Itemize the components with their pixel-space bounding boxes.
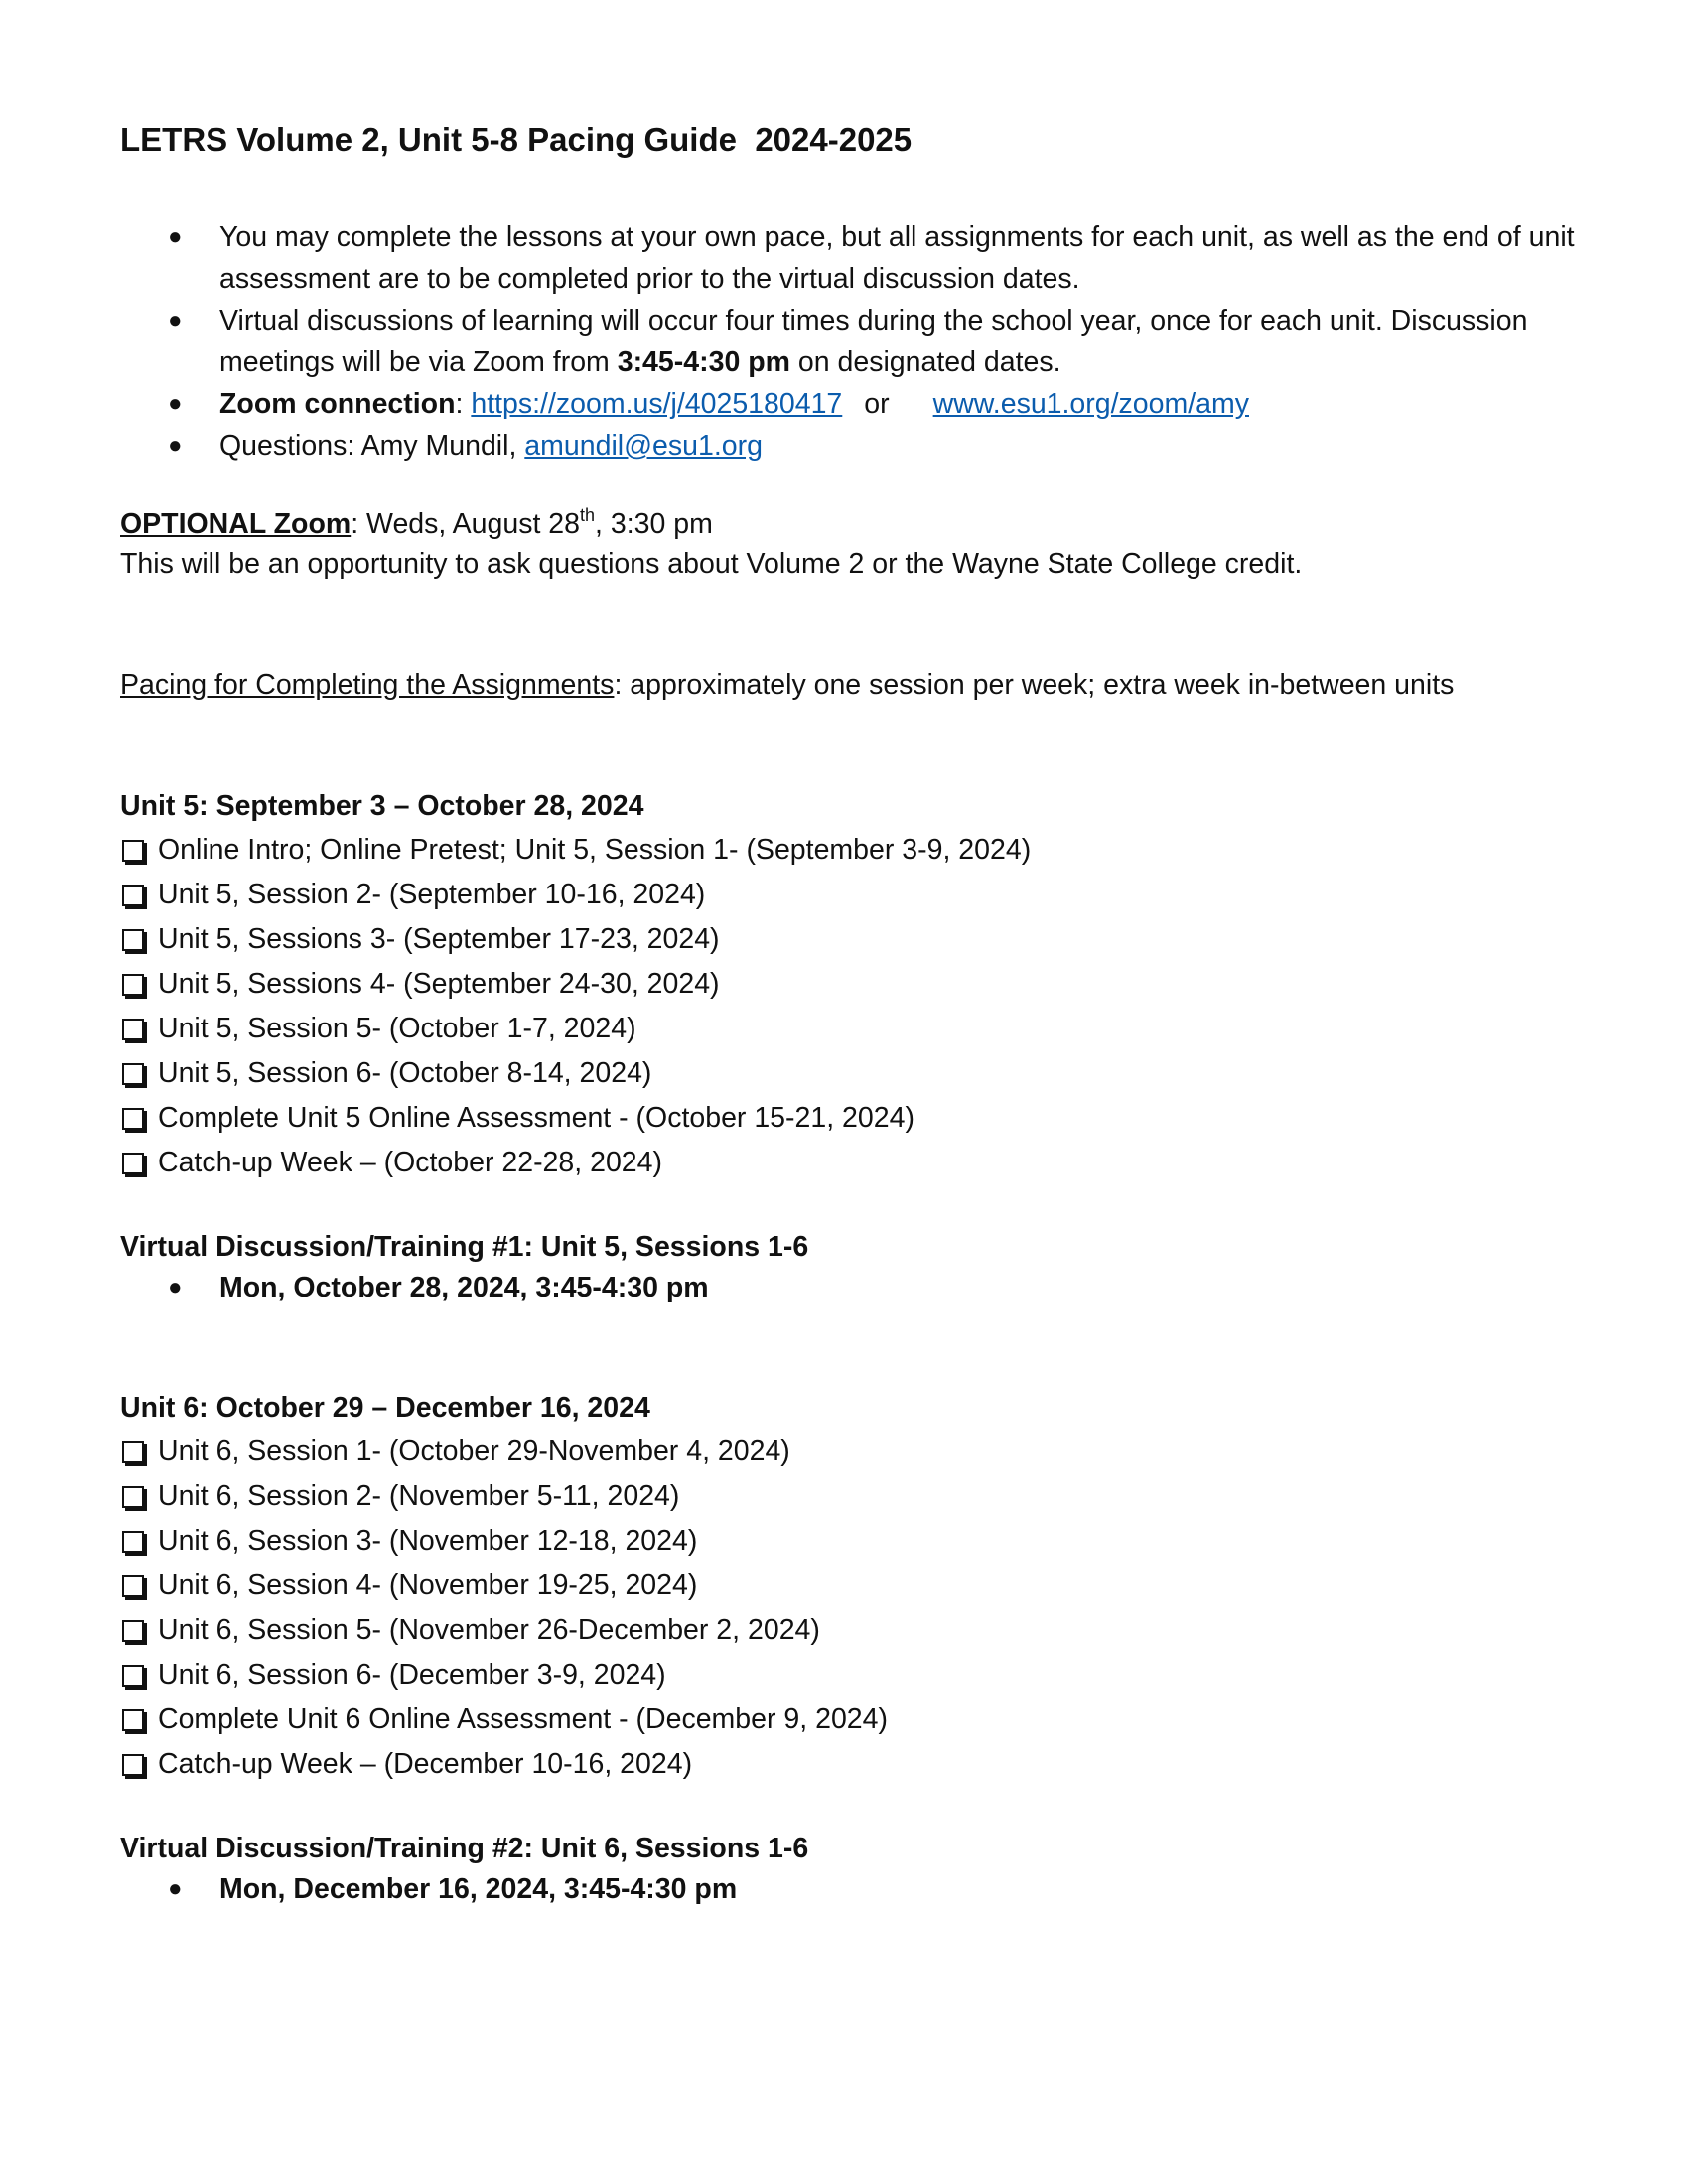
unit5-heading: Unit 5: September 3 – October 28, 2024 [120, 790, 644, 822]
unit5-item-text: Unit 5, Sessions 4- (September 24-30, 2024) [158, 968, 720, 1000]
checkbox-icon[interactable] [122, 840, 144, 862]
optional-zoom-label: OPTIONAL Zoom [120, 508, 352, 540]
intro-bullet-list [120, 216, 1590, 467]
bullet-icon: ● [168, 307, 183, 334]
unit5-discussion-date: Mon, October 28, 2024, 3:45-4:30 pm [219, 1272, 709, 1303]
bullet-icon: ● [168, 390, 183, 417]
unit6-discussion-date: Mon, December 16, 2024, 3:45-4:30 pm [219, 1873, 738, 1905]
zoom-colon: : [455, 388, 472, 420]
unit5-check-item [120, 917, 1590, 962]
questions-text: Questions: Amy Mundil, [219, 430, 525, 462]
pacing-text: : approximately one session per week; extra week in-between units [614, 669, 1455, 701]
zoom-link-url[interactable]: https://zoom.us/j/4025180417 [471, 388, 843, 420]
discussions-text-pre: Virtual discussions of learning will occur four times during the school year, once for each unit. Discussion meetings will be via Zoom from [219, 305, 1528, 378]
zoom-or-text: or [864, 388, 890, 420]
checkbox-icon[interactable] [122, 1019, 144, 1040]
unit5-checklist [120, 828, 1590, 1185]
bullet-icon: ● [168, 1274, 183, 1300]
checkbox-icon[interactable] [122, 1575, 144, 1597]
unit5-item-text: Unit 5, Sessions 3- (September 17-23, 2024) [158, 923, 720, 955]
unit6-check-item [120, 1474, 1590, 1519]
unit6-section [120, 1388, 1590, 1787]
discussion-time: 3:45-4:30 pm [617, 346, 790, 378]
unit6-discussion-heading: Virtual Discussion/Training #2: Unit 6, Sessions 1-6 [120, 1833, 809, 1864]
unit6-check-item [120, 1564, 1590, 1608]
unit5-item-text: Unit 5, Session 2- (September 10-16, 2024) [158, 879, 706, 910]
unit6-check-item [120, 1653, 1590, 1698]
unit6-item-text: Unit 6, Session 2- (November 5-11, 2024) [158, 1480, 680, 1512]
unit5-section [120, 786, 1590, 1185]
checkbox-icon[interactable] [122, 1665, 144, 1687]
unit5-check-item [120, 1141, 1590, 1185]
intro-bullet-pace [120, 216, 1590, 300]
unit6-discussion-section [120, 1829, 1590, 1910]
unit5-check-item [120, 873, 1590, 917]
unit5-check-item [120, 1051, 1590, 1096]
unit6-check-item [120, 1742, 1590, 1787]
unit6-check-item [120, 1608, 1590, 1653]
checkbox-icon[interactable] [122, 929, 144, 951]
discussions-text-post: on designated dates. [789, 346, 1061, 378]
unit6-heading: Unit 6: October 29 – December 16, 2024 [120, 1392, 650, 1424]
unit6-check-item [120, 1430, 1590, 1474]
unit6-checklist [120, 1430, 1590, 1787]
checkbox-icon[interactable] [122, 1754, 144, 1776]
unit6-item-text: Unit 6, Session 3- (November 12-18, 2024) [158, 1525, 698, 1557]
pacing-section [120, 665, 1454, 705]
bullet-icon: ● [168, 223, 183, 250]
unit5-check-item [120, 1096, 1590, 1141]
unit6-item-text: Unit 6, Session 1- (October 29-November 4, 2024) [158, 1435, 790, 1467]
checkbox-icon[interactable] [122, 974, 144, 996]
unit6-discussion-date-item [120, 1868, 1590, 1910]
unit5-item-text: Unit 5, Session 6- (October 8-14, 2024) [158, 1057, 652, 1089]
document-title: LETRS Volume 2, Unit 5-8 Pacing Guide 2024-2025 [120, 121, 913, 158]
unit6-item-text: Unit 6, Session 5- (November 26-December 2, 2024) [158, 1614, 820, 1646]
zoom-link-esu[interactable]: www.esu1.org/zoom/amy [932, 388, 1249, 420]
checkbox-icon[interactable] [122, 885, 144, 906]
optional-zoom-date: : Weds, August 28 [351, 508, 581, 540]
unit5-item-text: Catch-up Week – (October 22-28, 2024) [158, 1147, 662, 1178]
checkbox-icon[interactable] [122, 1441, 144, 1463]
contact-email-link[interactable]: amundil@esu1.org [524, 430, 763, 462]
intro-bullet-pace-text: You may complete the lessons at your own pace, but all assignments for each unit, as well as the end of unit assessment are to be completed prior to the virtual discussion dates. [219, 221, 1575, 295]
unit5-discussion-heading: Virtual Discussion/Training #1: Unit 5, Sessions 1-6 [120, 1231, 809, 1263]
unit5-item-text: Online Intro; Online Pretest; Unit 5, Session 1- (September 3-9, 2024) [158, 834, 1032, 866]
checkbox-icon[interactable] [122, 1531, 144, 1553]
checkbox-icon[interactable] [122, 1486, 144, 1508]
checkbox-icon[interactable] [122, 1153, 144, 1174]
optional-zoom-description: This will be an opportunity to ask questions about Volume 2 or the Wayne State College credit. [120, 548, 1303, 580]
optional-zoom-sup: th [580, 505, 596, 525]
unit6-item-text: Complete Unit 6 Online Assessment - (December 9, 2024) [158, 1704, 888, 1735]
bullet-icon: ● [168, 432, 183, 459]
unit6-check-item [120, 1698, 1590, 1742]
unit5-check-item [120, 828, 1590, 873]
unit5-check-item [120, 962, 1590, 1007]
optional-zoom-time: , 3:30 pm [595, 508, 713, 540]
intro-bullet-questions [120, 425, 1590, 467]
unit5-discussion-section [120, 1227, 1590, 1308]
pacing-label: Pacing for Completing the Assignments [120, 669, 615, 701]
unit5-check-item [120, 1007, 1590, 1051]
checkbox-icon[interactable] [122, 1108, 144, 1130]
unit6-item-text: Catch-up Week – (December 10-16, 2024) [158, 1748, 693, 1780]
checkbox-icon[interactable] [122, 1709, 144, 1731]
intro-bullet-zoom [120, 383, 1590, 425]
checkbox-icon[interactable] [122, 1620, 144, 1642]
optional-zoom-section [120, 504, 1302, 584]
checkbox-icon[interactable] [122, 1063, 144, 1085]
unit5-discussion-date-item [120, 1267, 1590, 1308]
intro-bullet-discussions [120, 300, 1590, 383]
zoom-connection-label: Zoom connection [219, 388, 456, 420]
optional-zoom-line [120, 504, 1302, 544]
unit5-item-text: Complete Unit 5 Online Assessment - (October 15-21, 2024) [158, 1102, 914, 1134]
bullet-icon: ● [168, 1875, 183, 1902]
unit6-item-text: Unit 6, Session 4- (November 19-25, 2024) [158, 1570, 698, 1601]
unit6-check-item [120, 1519, 1590, 1564]
unit6-item-text: Unit 6, Session 6- (December 3-9, 2024) [158, 1659, 666, 1691]
unit5-item-text: Unit 5, Session 5- (October 1-7, 2024) [158, 1013, 636, 1044]
